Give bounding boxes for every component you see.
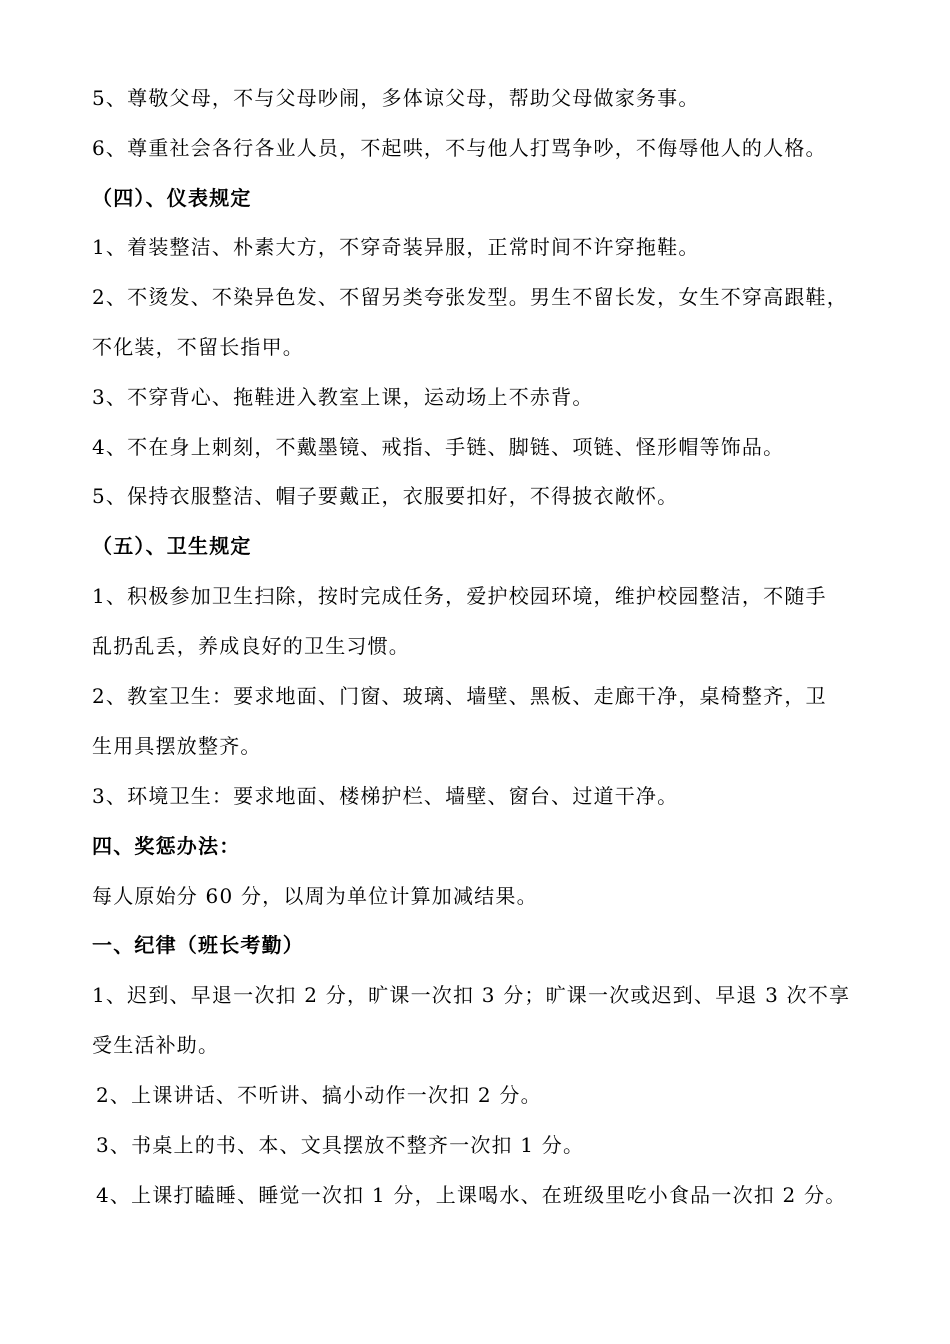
paragraph-line: 4、不在身上刺刻，不戴墨镜、戒指、手链、脚链、项链、怪形帽等饰品。	[92, 435, 785, 459]
paragraph-line: 3、环境卫生：要求地面、楼梯护栏、墙壁、窗台、过道干净。	[92, 784, 679, 808]
paragraph-line: 2、不烫发、不染异色发、不留另类夸张发型。男生不留长发，女生不穿高跟鞋，	[92, 285, 848, 309]
paragraph-line: 2、教室卫生：要求地面、门窗、玻璃、墙壁、黑板、走廊干净，桌椅整齐，卫	[92, 684, 827, 708]
section-heading-hygiene: （五）、卫生规定	[92, 534, 252, 558]
section-heading-appearance: （四）、仪表规定	[92, 186, 252, 210]
paragraph-line: 每人原始分 60 分，以周为单位计算加减结果。	[92, 884, 538, 908]
paragraph-line: 5、尊敬父母，不与父母吵闹，多体谅父母，帮助父母做家务事。	[92, 86, 700, 110]
section-heading-discipline: 一、纪律（班长考勤）	[92, 933, 304, 957]
paragraph-line: 4、上课打瞌睡、睡觉一次扣 1 分，上课喝水、在班级里吃小食品一次扣 2 分。	[96, 1183, 847, 1207]
paragraph-line: 3、书桌上的书、本、文具摆放不整齐一次扣 1 分。	[96, 1133, 585, 1157]
paragraph-line: 受生活补助。	[92, 1033, 220, 1057]
paragraph-line: 5、保持衣服整洁、帽子要戴正，衣服要扣好，不得披衣敞怀。	[92, 484, 679, 508]
paragraph-line: 1、着装整洁、朴素大方，不穿奇装异服，正常时间不许穿拖鞋。	[92, 235, 700, 259]
section-heading-rewards: 四、奖惩办法：	[92, 834, 241, 858]
paragraph-line: 生用具摆放整齐。	[92, 734, 262, 758]
paragraph-line: 3、不穿背心、拖鞋进入教室上课，运动场上不赤背。	[92, 385, 594, 409]
paragraph-line: 2、上课讲话、不听讲、搞小动作一次扣 2 分。	[96, 1083, 542, 1107]
paragraph-line: 不化装，不留长指甲。	[92, 335, 304, 359]
paragraph-line: 1、迟到、早退一次扣 2 分，旷课一次扣 3 分；旷课一次或迟到、早退 3 次不享	[92, 983, 851, 1007]
paragraph-line: 6、尊重社会各行各业人员，不起哄，不与他人打骂争吵，不侮辱他人的人格。	[92, 136, 827, 160]
paragraph-line: 1、积极参加卫生扫除，按时完成任务，爱护校园环境，维护校园整洁，不随手	[92, 584, 827, 608]
paragraph-line: 乱扔乱丢，养成良好的卫生习惯。	[92, 634, 410, 658]
